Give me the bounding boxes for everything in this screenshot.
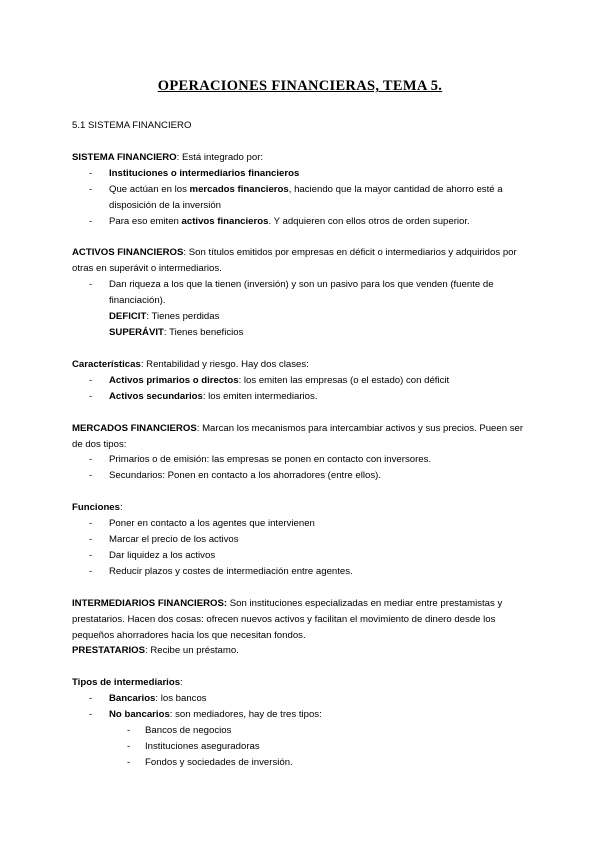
- tipos-term: Tipos de intermediarios: [72, 677, 181, 689]
- list-item: - Primarios o de emisión: las empresas se ponen en contacto con inversores.: [72, 452, 532, 468]
- activos-text: : Son títulos emitidos por empresas en déficit o intermediarios y adquiridos por otras en superávit o intermediarios.: [72, 247, 517, 275]
- sistema-paragraph: [72, 150, 532, 166]
- document-title: OPERACIONES FINANCIERAS, TEMA 5.: [157, 78, 443, 94]
- list-item: - Dan riqueza a los que la tienen (inversión) y son un pasivo para los que venden (fuente de financiación).: [72, 277, 532, 309]
- funciones-text: :: [119, 502, 123, 514]
- funciones-list: [72, 516, 532, 580]
- list-item-text: : los bancos: [155, 693, 207, 705]
- list-item-bold: activos financieros: [181, 215, 269, 227]
- tipos-list: [72, 691, 532, 723]
- deficit-term: DEFICIT: [109, 311, 147, 323]
- list-item: - Poner en contacto a los agentes que intervienen: [72, 516, 532, 532]
- list-item-bold: Instituciones o intermediarios financieros: [109, 167, 300, 179]
- superavit-line: [72, 325, 532, 341]
- list-item: [72, 389, 532, 405]
- caracteristicas-paragraph: [72, 357, 532, 373]
- list-item: - Marcar el precio de los activos: [72, 532, 532, 548]
- prestatarios-line: [72, 643, 532, 659]
- tipos-sub-list: [72, 723, 532, 771]
- caracteristicas-text: : Rentabilidad y riesgo. Hay dos clases:: [140, 358, 309, 370]
- mercados-term: MERCADOS FINANCIEROS: [72, 422, 197, 434]
- list-item-bold: mercados financieros: [189, 183, 289, 195]
- list-item-text: : son mediadores, hay de tres tipos:: [169, 709, 322, 721]
- sub-list-item: - Instituciones aseguradoras: [72, 739, 532, 755]
- list-item-text: : los emiten intermediarios.: [202, 390, 318, 402]
- list-item: - Secundarios: Ponen en contacto a los ahorradores (entre ellos).: [72, 468, 532, 484]
- list-item: [72, 707, 532, 723]
- tipos-text: :: [180, 677, 183, 689]
- list-item: [72, 373, 532, 389]
- superavit-term: SUPERÁVIT: [109, 326, 164, 338]
- intermediarios-term: INTERMEDIARIOS FINANCIEROS:: [72, 597, 228, 609]
- section-heading: 5.1 SISTEMA FINANCIERO: [72, 120, 192, 131]
- caracteristicas-list: [72, 373, 532, 405]
- funciones-paragraph: [72, 500, 532, 516]
- list-item-text: , haciendo que la mayor cantidad de ahorro esté a disposición de la inversión: [109, 183, 503, 211]
- deficit-text: : Tienes perdidas: [146, 311, 220, 323]
- superavit-text: : Tienes beneficios: [163, 326, 244, 338]
- list-item-text: . Y adquieren con ellos otros de orden superior.: [268, 215, 470, 227]
- list-item: - Reducir plazos y costes de intermediación entre agentes.: [72, 564, 532, 580]
- sub-list-item: - Bancos de negocios: [72, 723, 532, 739]
- list-item: [72, 166, 532, 182]
- list-item: [72, 214, 532, 230]
- activos-list: [72, 277, 532, 309]
- intermediarios-paragraph: [72, 596, 532, 644]
- list-item-text: Para eso emiten: [109, 215, 182, 227]
- list-item-text: Que actúan en los: [109, 183, 190, 195]
- deficit-line: [72, 309, 532, 325]
- sistema-term: SISTEMA FINANCIERO: [72, 151, 177, 163]
- list-item-text: : los emiten las empresas (o el estado) con déficit: [238, 374, 450, 386]
- document-body: [72, 118, 532, 771]
- activos-paragraph: [72, 245, 532, 277]
- mercados-list: [72, 452, 532, 484]
- intermediarios-text: Son instituciones especializadas en mediar entre prestamistas y prestatarios. Hacen dos cosas: ofrecen nuevos activos y facilitan el movimiento de dinero desde los pequeños ahorradores hacia los que necesitan fondos.: [72, 597, 503, 641]
- sistema-text: : Está integrado por:: [176, 151, 264, 163]
- funciones-term: Funciones: [72, 502, 120, 514]
- list-item: [72, 182, 532, 214]
- caracteristicas-term: Características: [72, 358, 141, 370]
- activos-term: ACTIVOS FINANCIEROS: [72, 247, 184, 259]
- sub-list-item: - Fondos y sociedades de inversión.: [72, 755, 532, 771]
- prestatarios-term: PRESTATARIOS: [72, 645, 146, 657]
- list-item-bold: Activos secundarios: [109, 390, 203, 402]
- prestatarios-text: : Recibe un préstamo.: [145, 645, 239, 657]
- mercados-paragraph: [72, 421, 532, 453]
- list-item-bold: Bancarios: [109, 693, 156, 705]
- list-item: [72, 691, 532, 707]
- list-item: - Dar liquidez a los activos: [72, 548, 532, 564]
- mercados-text: : Marcan los mecanismos para intercambiar activos y sus precios. Pueen ser de dos tipos:: [72, 422, 524, 450]
- tipos-paragraph: [72, 675, 532, 691]
- list-item-bold: Activos primarios o directos: [109, 374, 239, 386]
- sistema-list: [72, 166, 532, 230]
- list-item-bold: No bancarios: [109, 709, 170, 721]
